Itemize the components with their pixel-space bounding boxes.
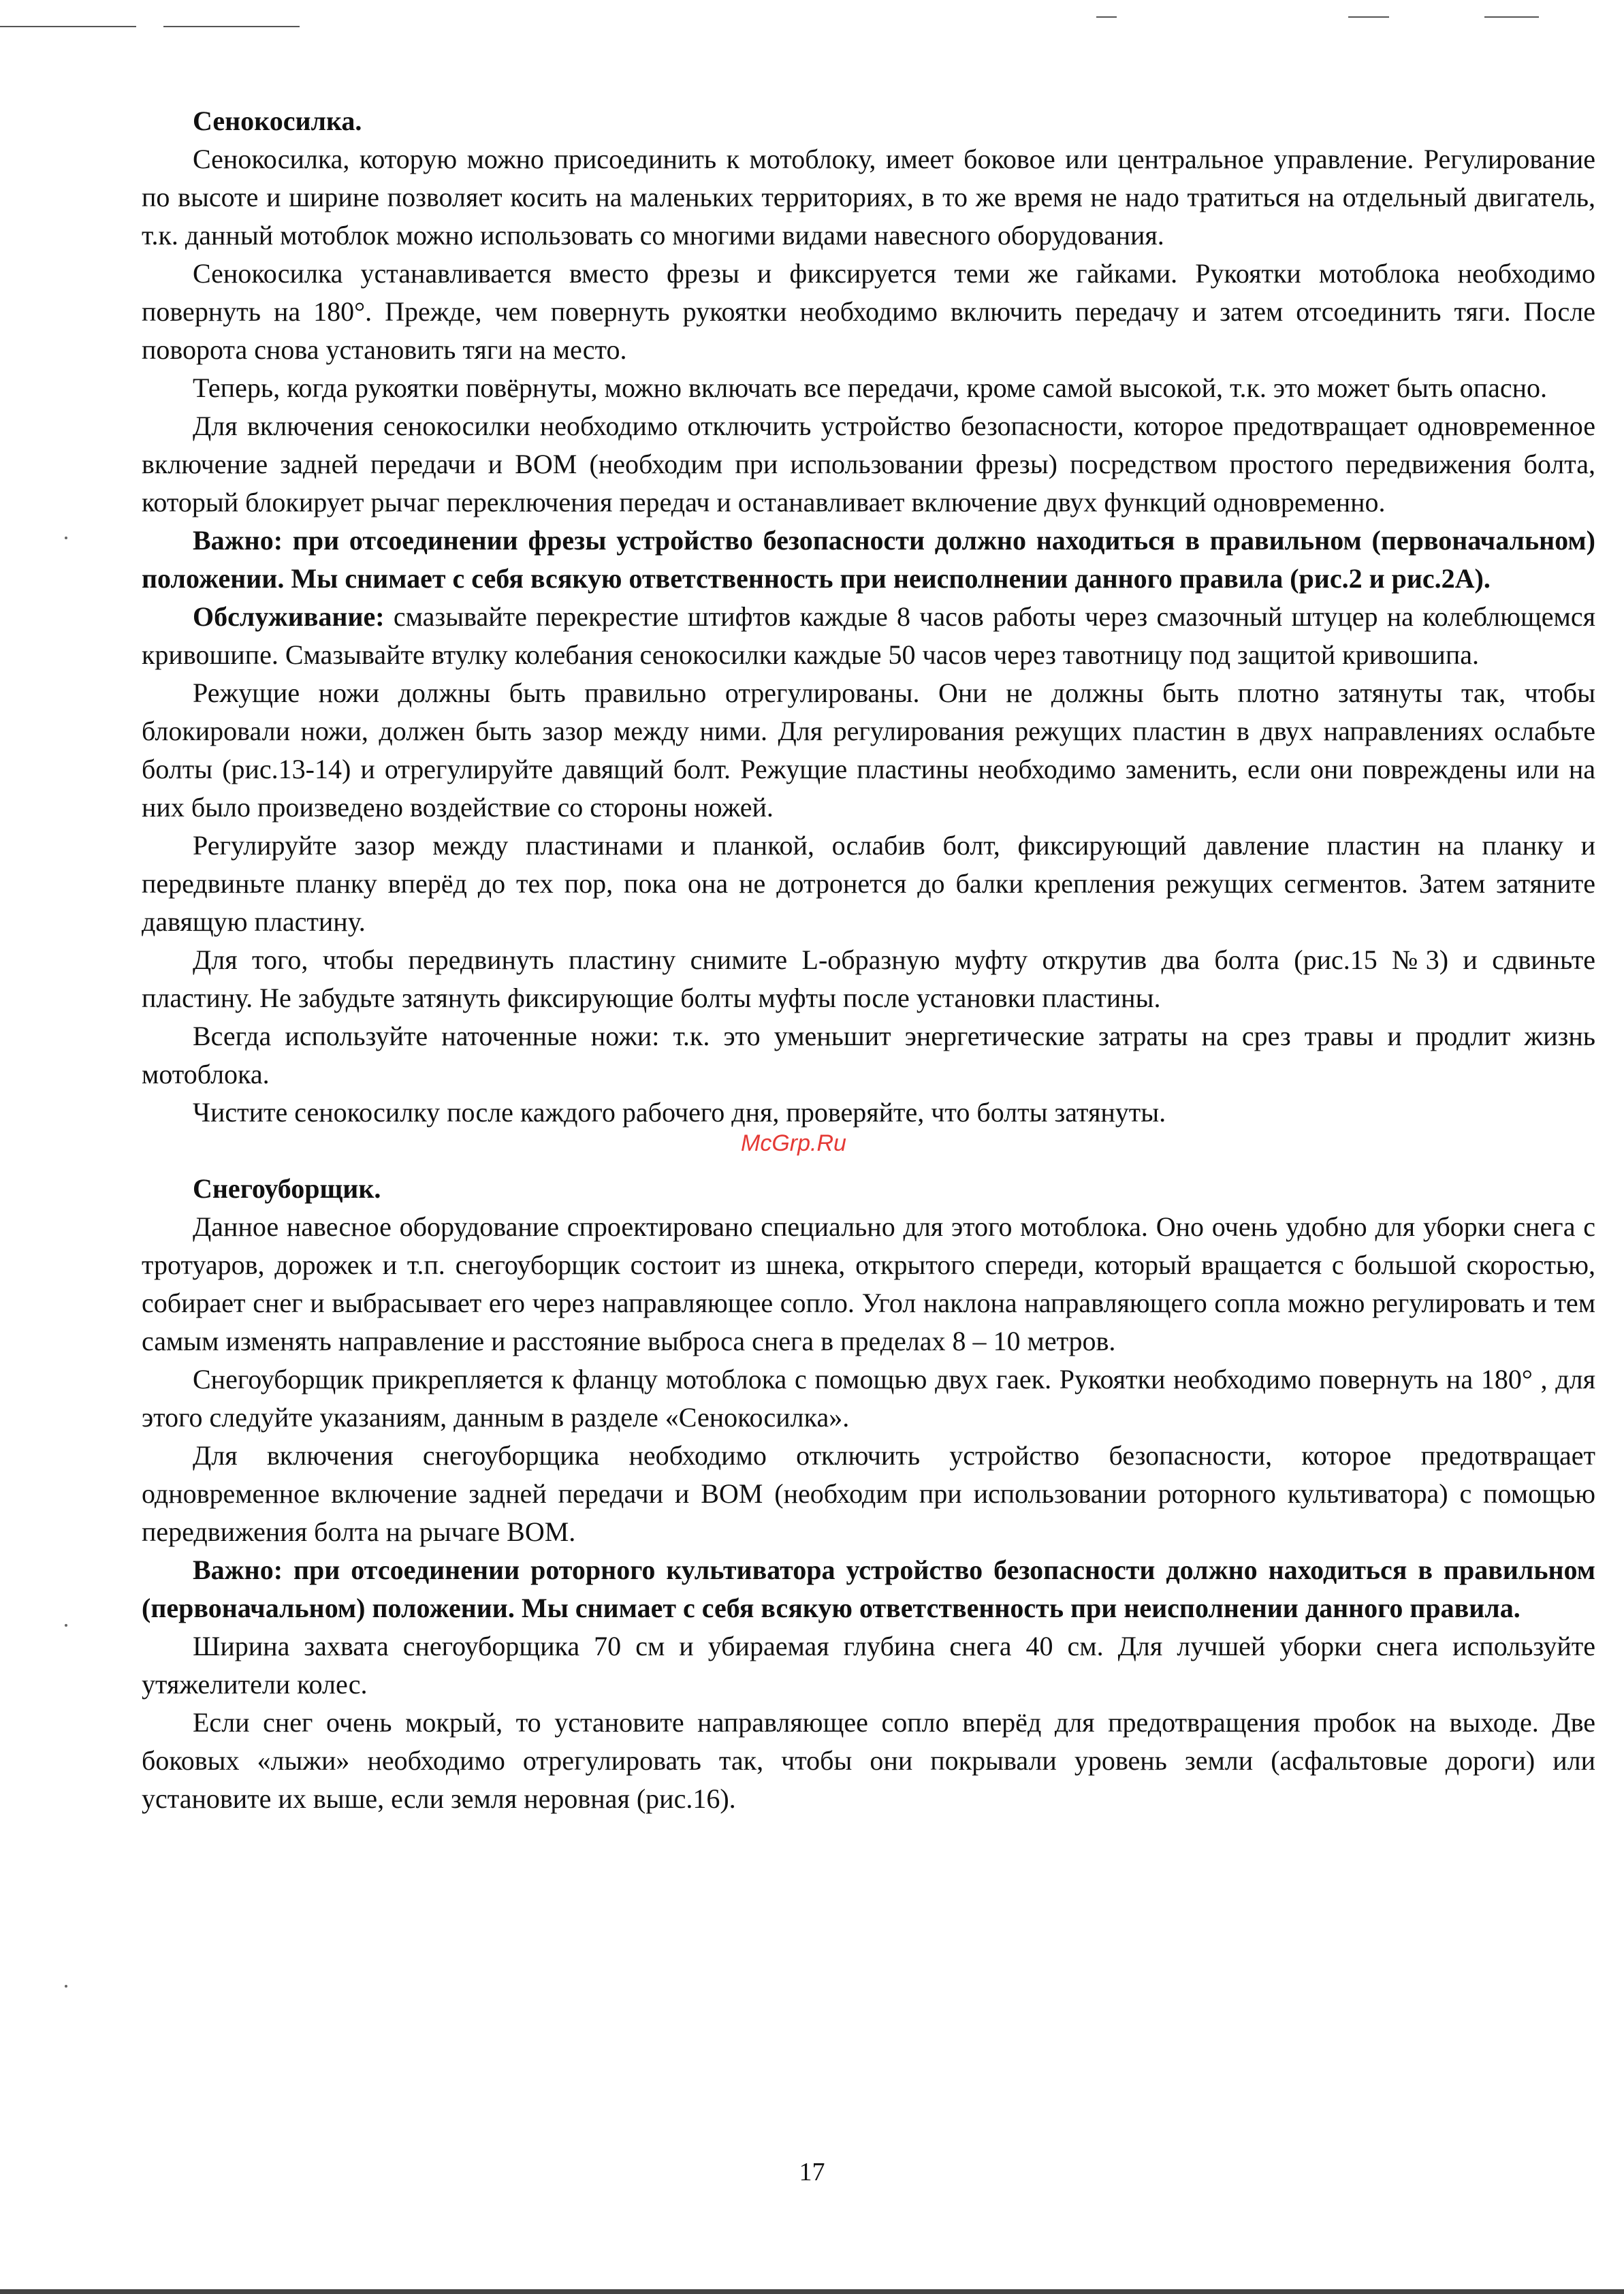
scan-artifact-line [1348, 16, 1389, 18]
important-notice: Важно: при отсоединении роторного культиватора устройство безопасности должно находиться в правильном (первоначальном) положении. Мы снимает с себя всякую ответственность при неисполнении данного правила. [142, 1555, 1595, 1623]
maintenance-text: смазывайте перекрестие штифтов каждые 8 часов работы через смазочный штуцер на колеблющемся кривошипе. Смазывайте втулку колебания сенокосилки каждые 50 часов через тавотницу под защитой кривошипа. [142, 601, 1595, 670]
scan-artifact-line [0, 26, 136, 27]
paragraph: Если снег очень мокрый, то установите направляющее сопло вперёд для предотвращения пробок на выходе. Две боковых «лыжи» необходимо отрегулировать так, чтобы они покрывали уровень земли (асфальтовые дороги) или установите их выше, если земля неровная (рис.16). [142, 1707, 1595, 1814]
scan-artifact-dot [65, 1985, 67, 1988]
paragraph: Регулируйте зазор между пластинами и планкой, ослабив болт, фиксирующий давление пластин на планку и передвиньте планку вперёд до тех пор, пока она не дотронется до балки крепления режущих сегментов. Затем затяните давящую пластину. [142, 830, 1595, 937]
document-page [142, 102, 1595, 1818]
paragraph: Сенокосилка устанавливается вместо фрезы и фиксируется теми же гайками. Рукоятки мотоблока необходимо повернуть на 180°. Прежде, чем повернуть рукоятки необходимо включить передачу и затем отсоединить тяги. После поворота снова установить тяги на место. [142, 258, 1595, 365]
paragraph: Снегоуборщик прикрепляется к фланцу мотоблока с помощью двух гаек. Рукоятки необходимо повернуть на 180° , для этого следуйте указаниям, данным в разделе «Сенокосилка». [142, 1364, 1595, 1433]
page-number: 17 [799, 2158, 825, 2186]
section-heading-snow: Снегоуборщик. [193, 1173, 381, 1204]
paragraph: Для того, чтобы передвинуть пластину снимите L-образную муфту открутив два болта (рис.15 №3) и сдвиньте пластину. Не забудьте затянуть фиксирующие болты муфты после установки пластины. [142, 944, 1595, 1013]
important-notice: Важно: при отсоединении фрезы устройство безопасности должно находиться в правильном (первоначальном) положении. Мы снимает с себя всякую ответственность при неисполнении данного правила (рис.2 и рис.2А). [142, 525, 1595, 594]
watermark: McGrp.Ru [741, 1130, 846, 1156]
paragraph: Всегда используйте наточенные ножи: т.к. это уменьшит энергетические затраты на срез травы и продлит жизнь мотоблока. [142, 1021, 1595, 1089]
scan-artifact-dot [65, 537, 67, 539]
scan-bottom-edge [0, 2289, 1624, 2294]
scan-artifact-dot [65, 1624, 67, 1627]
paragraph: Сенокосилка, которую можно присоединить к мотоблоку, имеет боковое или центральное управление. Регулирование по высоте и ширине позволяет косить на маленьких территориях, в то же время не надо тратиться на отдельный двигатель, т.к. данный мотоблок можно использовать со многими видами навесного оборудования. [142, 144, 1595, 251]
section-heading-mower: Сенокосилка. [193, 106, 362, 136]
paragraph: Чистите сенокосилку после каждого рабочего дня, проверяйте, что болты затянуты. [193, 1097, 1166, 1128]
paragraph: Теперь, когда рукоятки повёрнуты, можно включать все передачи, кроме самой высокой, т.к. это может быть опасно. [193, 372, 1547, 403]
scan-artifact-line [1096, 16, 1117, 18]
paragraph: Для включения снегоуборщика необходимо отключить устройство безопасности, которое предотвращает одновременное включение задней передачи и ВОМ (необходим при использовании роторного культиватора) с помощью передвижения болта на рычаге ВОМ. [142, 1440, 1595, 1547]
paragraph: Для включения сенокосилки необходимо отключить устройство безопасности, которое предотвращает одновременное включение задней передачи и ВОМ (необходим при использовании фрезы) посредством простого передвижения болта, который блокирует рычаг переключения передач и останавливает включение двух функций одновременно. [142, 411, 1595, 517]
paragraph: Ширина захвата снегоуборщика 70 см и убираемая глубина снега 40 см. Для лучшей уборки снега используйте утяжелители колес. [142, 1631, 1595, 1700]
maintenance-label: Обслуживание: [193, 601, 385, 632]
paragraph: Данное навесное оборудование спроектировано специально для этого мотоблока. Оно очень удобно для уборки снега с тротуаров, дорожек и т.п. снегоуборщик состоит из шнека, открытого спереди, который вращается с большой скоростью, собирает снег и выбрасывает его через направляющее сопло. Угол наклона направляющего сопла можно регулировать и тем самым изменять направление и расстояние выброса снега в пределах 8 – 10 метров. [142, 1211, 1595, 1356]
maintenance-paragraph [142, 598, 1595, 674]
scan-artifact-line [1484, 16, 1539, 18]
section-spacer [142, 1132, 1595, 1170]
scan-artifact-line [163, 26, 300, 27]
paragraph: Режущие ножи должны быть правильно отрегулированы. Они не должны быть плотно затянуты так, чтобы блокировали ножи, должен быть зазор между ними. Для регулирования режущих пластин в двух направлениях ослабьте болты (рис.13-14) и отрегулируйте давящий болт. Режущие пластины необходимо заменить, если они повреждены или на них было произведено воздействие со стороны ножей. [142, 678, 1595, 823]
